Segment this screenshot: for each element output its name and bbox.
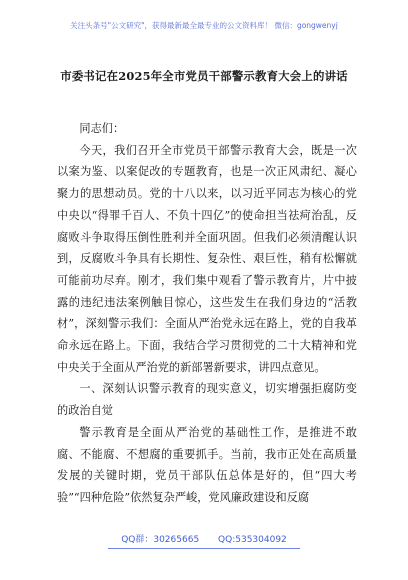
paragraph-intro: 今天，我们召开全市党员干部警示教育大会，既是一次以案为鉴、以案促改的专题教育，也是一次正风肃纪、凝心聚力的思想动员。党的十八以来，以习近平同志为核心的党中央以“得罪千百人、不负十四亿”的使命担当祛疴治乱，反腐败斗争取得压倒性胜利并全面巩固。但我们必须清醒认识到，反腐败斗争具有长期性、复杂性、艰巨性，稍有松懈就可能前功尽弃。刚才，我们集中观看了警示教育片，片中披露的违纪违法案例触目惊心，这些发生在我们身边的“活教材”，深刻警示我们：全面从严治党永远在路上，党的自我革命永远在路上。下面，我结合学习贯彻党的二十大精神和党中央关于全面从严治党的新部署新要求，讲四点意见。 — [57, 143, 357, 374]
footer-divider — [108, 548, 300, 549]
footer-qq-group: QQ群：30265665 — [121, 535, 200, 545]
greeting: 同志们： — [79, 122, 125, 135]
footer-contact — [0, 532, 408, 545]
section-heading-1: 一、深刻认识警示教育的现实意义，切实增强拒腐防变的政治自觉 — [57, 382, 357, 418]
document-title: 市委书记在2025年全市党员干部警示教育大会上的讲话 — [60, 69, 348, 83]
paragraph-section-1: 警示教育是全面从严治党的基础性工作，是推进不敢腐、不能腐、不想腐的重要抓手。当前，我市正处在高质量发展的关键时期，党员干部队伍总体是好的，但“四大考验”“四种危险”依然复杂严峻，党风廉政建设和反腐 — [57, 425, 357, 504]
document-body — [57, 118, 357, 509]
header-note: 关注头条号"公文研究"，获得最新最全最专业的公文资料库！ 微信：gongwenyj — [70, 21, 338, 30]
footer-qq-number: QQ:535304092 — [218, 535, 287, 545]
